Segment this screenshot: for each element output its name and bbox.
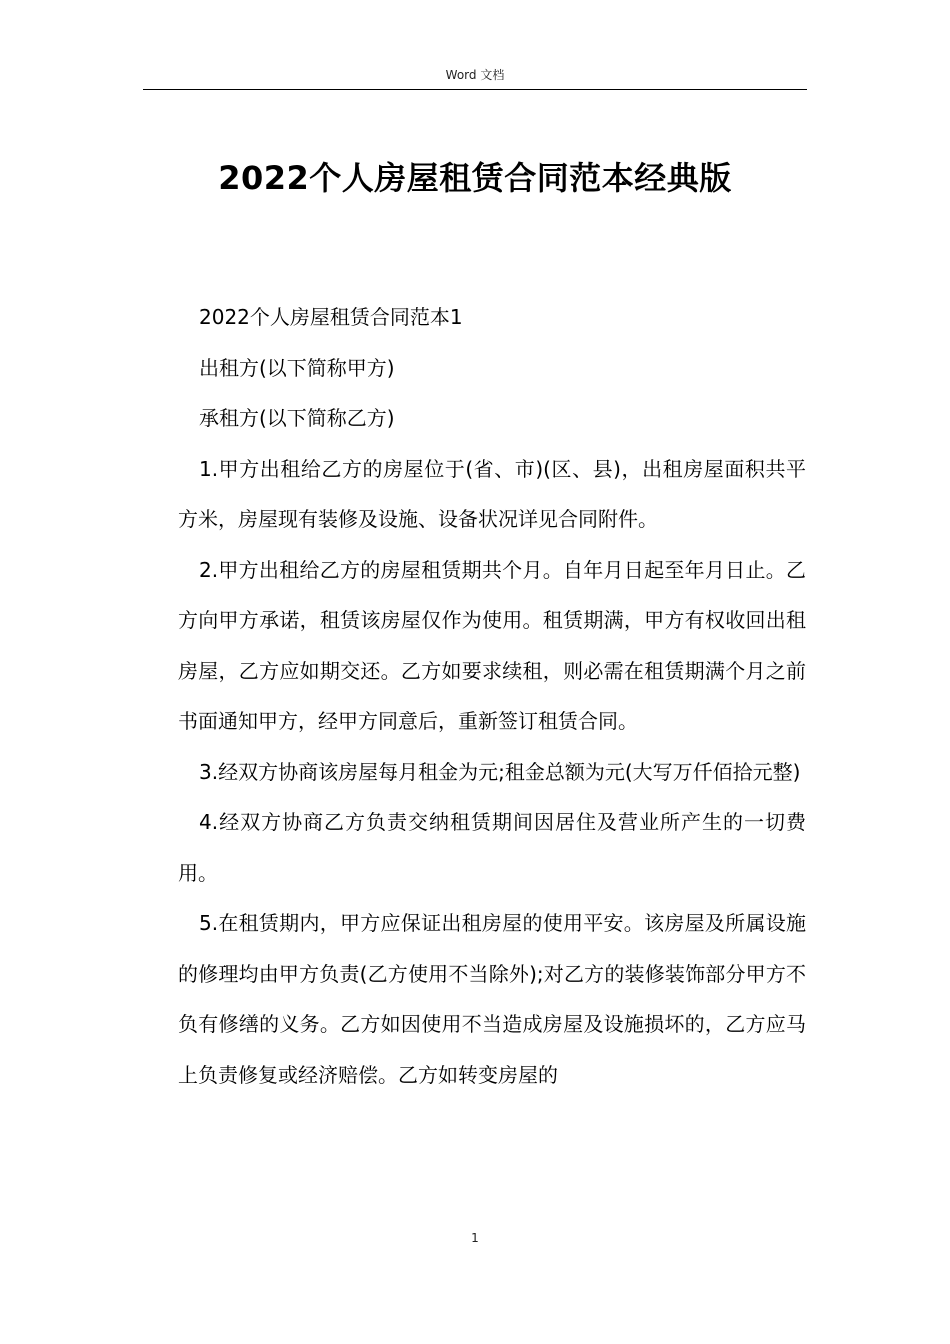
section-heading: 2022个人房屋租赁合同范本1 <box>199 305 463 329</box>
clause-5: 5.在租赁期内，甲方应保证出租房屋的使用平安。该房屋及所属设施的修理均由甲方负责(乙方使用不当除外);对乙方的装修装饰部分甲方不负有修缮的义务。乙方如因使用不当造成房屋及设施损坏的，乙方应马上负责修复或经济赔偿。乙方如转变房屋的 <box>178 911 806 1087</box>
clause-1: 1.甲方出租给乙方的房屋位于(省、市)(区、县)，出租房屋面积共平方米，房屋现有装修及设施、设备状况详见合同附件。 <box>178 456 806 531</box>
clause-2: 2.甲方出租给乙方的房屋租赁期共个月。自年月日起至年月日止。乙方向甲方承诺，租赁该房屋仅作为使用。租赁期满，甲方有权收回出租房屋，乙方应如期交还。乙方如要求续租，则必需在租赁期满个月之前书面通知甲方，经甲方同意后，重新签订租赁合同。 <box>178 557 806 733</box>
document-title: 2022个人房屋租赁合同范本经典版 <box>218 159 732 197</box>
clause-4: 4.经双方协商乙方负责交纳租赁期间因居住及营业所产生的一切费用。 <box>178 810 806 885</box>
party-lessor-line: 出租方(以下简称甲方) <box>199 355 395 380</box>
document-body <box>178 292 806 1100</box>
header-label: Word 文档 <box>445 68 505 82</box>
page-number: 1 <box>471 1231 479 1245</box>
clause-3: 3.经双方协商该房屋每月租金为元;租金总额为元(大写万仟佰拾元整) <box>199 759 801 784</box>
party-lessee-line: 承租方(以下简称乙方) <box>199 406 395 430</box>
page-header <box>143 62 807 90</box>
